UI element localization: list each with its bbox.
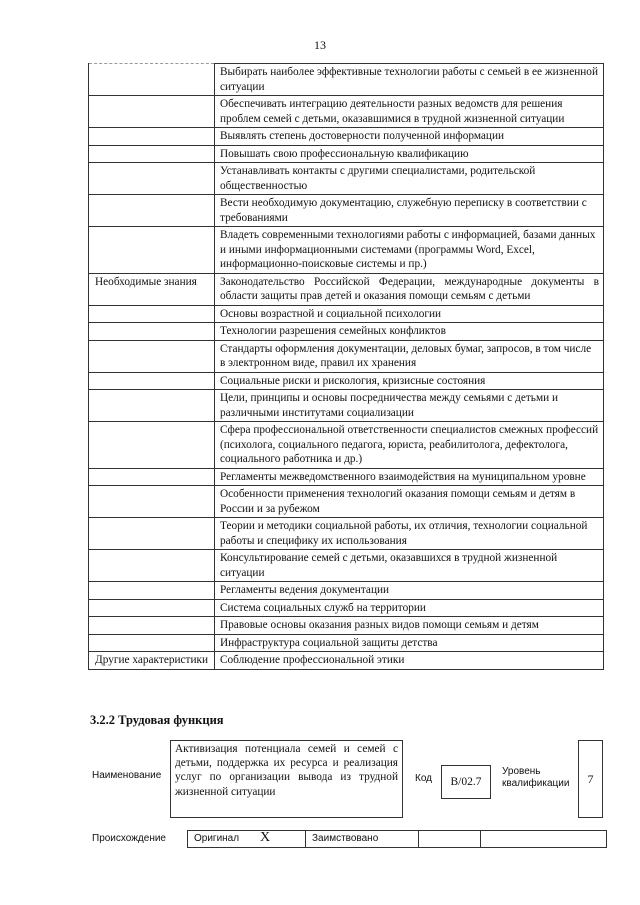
table-row [89,390,604,422]
function-name-box: Активизация потенциала семей и семей с детьми, поддержка их ресурса и реализация услуг по организации вывода из трудной жизненной ситуации [170,740,403,818]
table-row [89,582,604,600]
level-label [502,766,569,790]
row-text: Теории и методики социальной работы, их отличия, технологии социальной работы и специфику их использования [215,518,604,550]
row-label-cell [89,390,215,422]
table-row [89,128,604,146]
row-label-cell [89,518,215,550]
table-row [89,422,604,469]
row-label-cell [89,422,215,469]
row-label-cell [89,145,215,163]
table-row [89,652,604,670]
table-row [89,163,604,195]
requirements-table [88,63,604,670]
row-text: Вести необходимую документацию, служебную переписку в соответствии с требованиями [215,195,604,227]
row-text: Инфраструктура социальной защиты детства [215,634,604,652]
row-label-cell [89,486,215,518]
row-text: Регламенты ведения документации [215,582,604,600]
table-row [89,372,604,390]
row-label-cell [89,617,215,635]
row-label-cell [89,340,215,372]
row-label-cell [89,323,215,341]
page-number: 13 [314,38,326,52]
row-text: Выбирать наиболее эффективные технологии работы с семьей в ее жизненной ситуации [215,64,604,96]
origin-borrowed-cell [305,831,418,847]
table-row [89,323,604,341]
row-text: Соблюдение профессиональной этики [215,652,604,670]
table-row [89,145,604,163]
row-label-cell [89,582,215,600]
table-row [89,340,604,372]
row-text: Повышать свою профессиональную квалификацию [215,145,604,163]
origin-original-cell [187,831,305,847]
row-label-cell [89,550,215,582]
code-label: Код [415,773,433,784]
row-label-cell [89,96,215,128]
row-label-cell [89,305,215,323]
level-label-line2: квалификации [502,778,570,789]
row-label: Другие характеристики [95,654,209,666]
row-text: Правовые основы оказания разных видов помощи семьям и детям [215,617,604,635]
row-text: Стандарты оформления документации, деловых бумаг, запросов, в том числе в электронном виде, правил их хранения [215,340,604,372]
row-text: Основы возрастной и социальной психологии [215,305,604,323]
table-row [89,486,604,518]
row-label-cell [89,468,215,486]
row-text: Сфера профессиональной ответственности специалистов смежных профессий (психолога, социального педагога, юриста, реабилитолога, дефектолога, социального работника и др.) [215,422,604,469]
origin-row [187,830,607,848]
table-row [89,617,604,635]
row-text: Устанавливать контакты с другими специалистами, родительской общественностью [215,163,604,195]
table-row [89,195,604,227]
table-row [89,64,604,96]
table-row [89,468,604,486]
row-label-cell [89,372,215,390]
table-row [89,305,604,323]
row-label-cell [89,195,215,227]
code-value-box: B/02.7 [441,765,491,799]
row-text: Обеспечивать интеграцию деятельности разных ведомств для решения проблем семей с детьми, оказавшимися в трудной жизненной ситуации [215,96,604,128]
row-label-cell [89,652,215,670]
row-label-cell [89,273,215,305]
row-text: Владеть современными технологиями работы с информацией, базами данных и иными информационными системами (программы Word, Excel, информационно-поисковые системы и пр.) [215,227,604,274]
table-row [89,273,604,305]
table-row [89,227,604,274]
table-row [89,550,604,582]
row-text: Система социальных служб на территории [215,599,604,617]
row-text: Социальные риски и рискология, кризисные состояния [215,372,604,390]
row-label-cell [89,163,215,195]
name-label: Наименование [92,770,162,781]
row-label-cell [89,634,215,652]
table-row [89,599,604,617]
origin-empty-cell-2 [480,831,607,847]
row-text: Цели, принципы и основы посредничества между семьями с детьми и различными институтами социализации [215,390,604,422]
row-text: Выявлять степень достоверности полученной информации [215,128,604,146]
row-label-cell [89,227,215,274]
level-label-line1: Уровень [502,766,541,777]
origin-borrowed-label: Заимствовано [312,833,379,844]
row-text: Технологии разрешения семейных конфликтов [215,323,604,341]
table-row [89,634,604,652]
table-row [89,96,604,128]
row-label-cell [89,64,215,96]
row-text: Законодательство Российской Федерации, международные документы в области защиты прав детей и оказания помощи семьям с детьми [215,273,604,305]
section-heading: 3.2.2 Трудовая функция [90,713,224,727]
table-row [89,518,604,550]
origin-label: Происхождение [92,833,166,844]
origin-original-mark: X [260,830,271,845]
row-text: Консультирование семей с детьми, оказавшихся в трудной жизненной ситуации [215,550,604,582]
origin-original-label: Оригинал [194,833,240,844]
row-text: Особенности применения технологий оказания помощи семьям и детям в России и за рубежом [215,486,604,518]
level-value-box: 7 [578,740,603,818]
row-text: Регламенты межведомственного взаимодействия на муниципальном уровне [215,468,604,486]
row-label-cell [89,599,215,617]
row-label: Необходимые знания [95,275,197,288]
row-label-cell [89,128,215,146]
origin-empty-cell-1 [418,831,480,847]
